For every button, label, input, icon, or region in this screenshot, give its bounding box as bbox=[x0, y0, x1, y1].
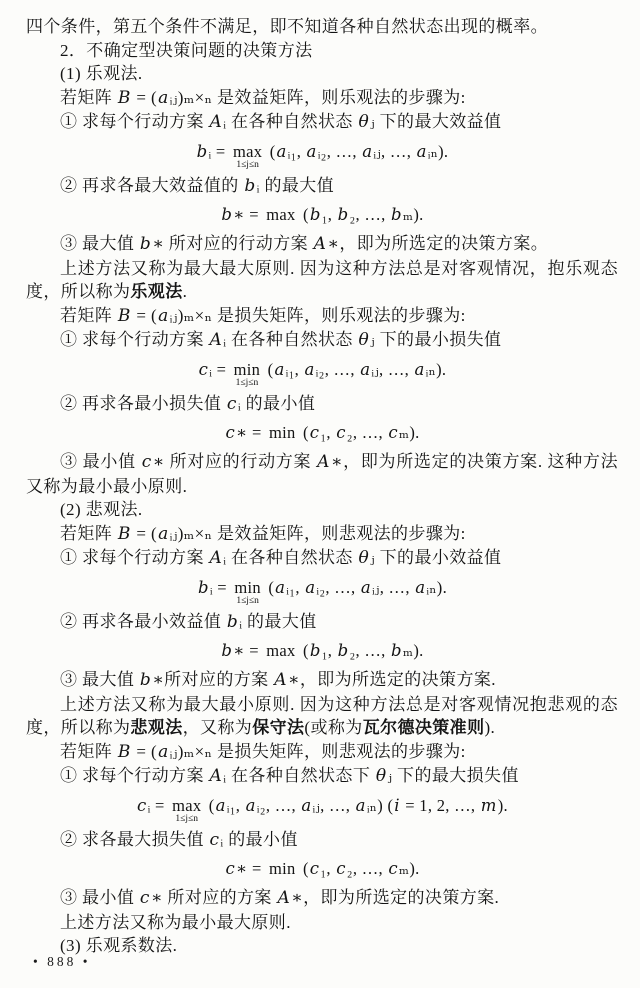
limit-operator: max 1≤j≤n bbox=[172, 795, 202, 824]
text-line: ② 再求各最大效益值的 bᵢ 的最大值 bbox=[60, 175, 335, 196]
formula-line bbox=[26, 201, 618, 228]
formula-line bbox=[26, 637, 618, 664]
text-line: ① 求每个行动方案 Aᵢ 在各种自然状态 θⱼ 下的最大效益值 bbox=[60, 112, 502, 132]
formula-lhs: b∗ = bbox=[221, 205, 264, 224]
formula-line bbox=[26, 138, 618, 170]
formula-lhs: bᵢ = bbox=[197, 577, 232, 597]
formula-line bbox=[26, 574, 618, 606]
formula-line bbox=[26, 419, 618, 446]
text-line: ③ 最大值 b∗所对应的方案 A∗，即为所选定的决策方案. bbox=[60, 670, 496, 690]
formula-lhs: bᵢ = bbox=[196, 141, 230, 161]
formula-line bbox=[26, 792, 618, 824]
text-line: ① 求每个行动方案 Aᵢ 在各种自然状态下 θⱼ 下的最大损失值 bbox=[60, 766, 519, 786]
text-line: ① 求每个行动方案 Aᵢ 在各种自然状态 θⱼ 下的最小损失值 bbox=[60, 330, 502, 350]
text-line: 上述方法又称为最大最大原则. 因为这种方法总是对客观情况，抱乐观态度，所以称为乐观法. bbox=[26, 258, 618, 301]
text-line: ② 再求各最小效益值 bᵢ 的最大值 bbox=[60, 611, 317, 632]
text-line: (1) 乐观法. bbox=[60, 64, 143, 83]
text-line: 若矩阵 B = (aᵢⱼ)ₘ×ₙ 是效益矩阵，则乐观法的步骤为: bbox=[60, 87, 466, 108]
text-line: 若矩阵 B = (aᵢⱼ)ₘ×ₙ 是损失矩阵，则乐观法的步骤为: bbox=[60, 305, 466, 326]
formula-line bbox=[26, 356, 618, 388]
formula-rhs: (b₁, b₂, …, bₘ). bbox=[298, 205, 424, 224]
limit-operator: min 1≤j≤n bbox=[233, 359, 261, 388]
formula-line bbox=[26, 855, 618, 882]
formula-rhs: (aᵢ₁, aᵢ₂, …, aᵢⱼ, …, aᵢₙ). bbox=[263, 577, 448, 597]
text-line: ③ 最大值 b∗ 所对应的行动方案 A∗，即为所选定的决策方案。 bbox=[60, 234, 549, 254]
text-line: ② 求各最大损失值 cᵢ 的最小值 bbox=[60, 829, 298, 850]
limit-operator: min 1≤j≤n bbox=[234, 577, 261, 606]
text-line: ③ 最小值 c∗ 所对应的行动方案 A∗，即为所选定的决策方案. 这种方法又称为最小最小原则. bbox=[26, 452, 618, 496]
text-line: 2．不确定型决策问题的决策方法 bbox=[60, 40, 313, 60]
text-line: 上述方法又称为最大最小原则. 因为这种方法总是对客观情况抱悲观的态度，所以称为悲观法，又称为保守法(或称为瓦尔德决策准则). bbox=[26, 694, 618, 737]
operator: min bbox=[268, 859, 296, 878]
text-line: 若矩阵 B = (aᵢⱼ)ₘ×ₙ 是效益矩阵，则悲观法的步骤为: bbox=[60, 523, 466, 544]
formula-lhs: cᵢ = bbox=[198, 359, 231, 379]
text-line: ① 求每个行动方案 Aᵢ 在各种自然状态 θⱼ 下的最小效益值 bbox=[60, 548, 502, 568]
formula-rhs: (c₁, c₂, …, cₘ). bbox=[298, 423, 420, 442]
text-line: 上述方法又称为最小最大原则. bbox=[60, 912, 291, 932]
formula-lhs: b∗ = bbox=[221, 641, 264, 660]
formula-rhs: (aᵢ₁, aᵢ₂, …, aᵢⱼ, …, aᵢₙ). bbox=[263, 359, 447, 379]
formula-lhs: c∗ = bbox=[225, 859, 266, 878]
limit-operator: max 1≤j≤n bbox=[232, 141, 263, 170]
text-line: 四个条件，第五个条件不满足，即不知道各种自然状态出现的概率。 bbox=[26, 17, 548, 36]
formula-rhs: (aᵢ₁, aᵢ₂, …, aᵢⱼ, …, aᵢₙ) (i = 1, 2, …, m). bbox=[204, 795, 508, 815]
text-line: ② 再求各最小损失值 cᵢ 的最小值 bbox=[60, 393, 316, 414]
text-line: (2) 悲观法. bbox=[60, 500, 143, 519]
formula-rhs: (c₁, c₂, …, cₘ). bbox=[298, 859, 420, 878]
formula-rhs: (b₁, b₂, …, bₘ). bbox=[298, 641, 424, 660]
text-line: 若矩阵 B = (aᵢⱼ)ₘ×ₙ 是损失矩阵，则悲观法的步骤为: bbox=[60, 741, 466, 762]
page-number: • 888 • bbox=[33, 954, 91, 969]
text-line: (3) 乐观系数法. bbox=[60, 936, 178, 955]
formula-rhs: (aᵢ₁, aᵢ₂, …, aᵢⱼ, …, aᵢₙ). bbox=[265, 141, 449, 161]
formula-lhs: cᵢ = bbox=[137, 795, 170, 815]
text-line: ③ 最小值 c∗ 所对应的方案 A∗，即为所选定的决策方案. bbox=[60, 888, 500, 908]
operator: max bbox=[266, 205, 296, 224]
page-content bbox=[26, 15, 618, 958]
formula-lhs: c∗ = bbox=[225, 423, 266, 442]
operator: min bbox=[268, 423, 296, 442]
operator: max bbox=[266, 641, 296, 660]
